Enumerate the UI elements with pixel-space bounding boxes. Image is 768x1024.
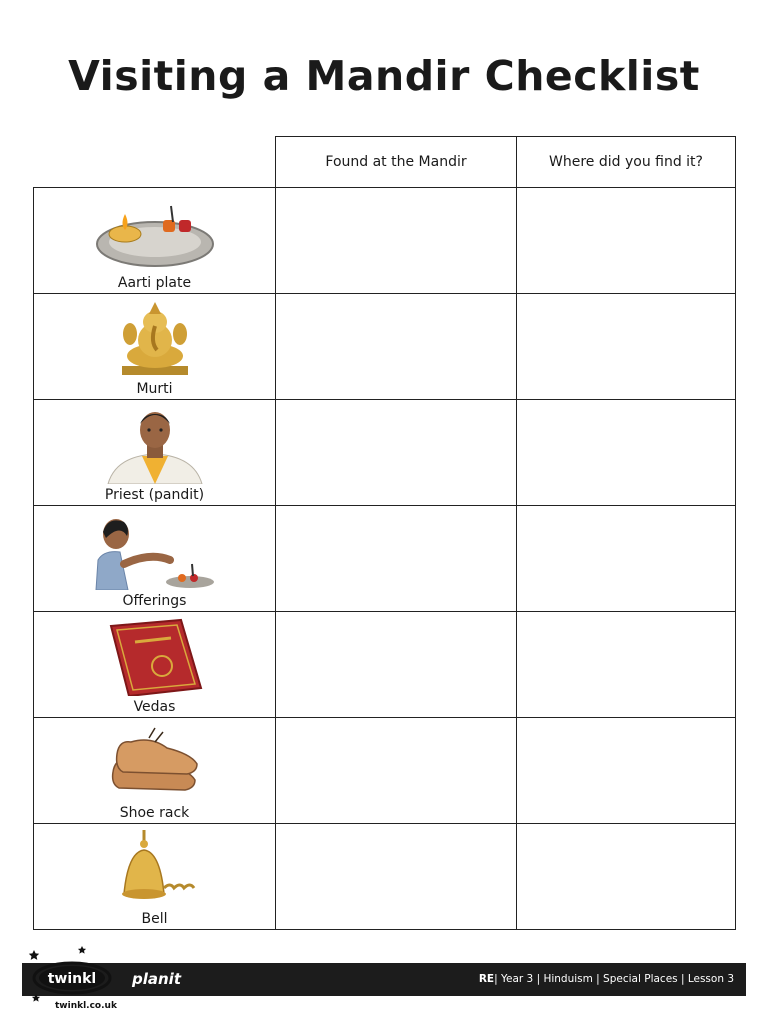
subject-label: RE [478, 973, 495, 985]
footer-bar [22, 963, 746, 996]
where-cell[interactable] [517, 188, 736, 294]
found-cell[interactable] [276, 506, 517, 612]
star-icon [32, 994, 40, 1002]
table-row [34, 294, 736, 400]
header-row [34, 137, 736, 188]
where-cell[interactable] [517, 824, 736, 930]
table-row [34, 506, 736, 612]
item-cell [34, 824, 276, 930]
header-found: Found at the Mandir [276, 137, 517, 188]
item-cell [34, 506, 276, 612]
found-cell[interactable] [276, 824, 517, 930]
table-row [34, 612, 736, 718]
item-cell [34, 718, 276, 824]
item-label: Vedas [133, 699, 176, 715]
star-icon [78, 946, 86, 954]
found-cell[interactable] [276, 188, 517, 294]
item-label: Shoe rack [119, 805, 190, 821]
item-label: Aarti plate [117, 275, 192, 291]
murti-icon [110, 300, 200, 378]
offerings-icon [94, 512, 216, 590]
found-cell[interactable] [276, 294, 517, 400]
item-cell [34, 188, 276, 294]
item-label: Priest (pandit) [104, 487, 205, 503]
table-row [34, 824, 736, 930]
table-row [34, 718, 736, 824]
where-cell[interactable] [517, 718, 736, 824]
lesson-breadcrumb [479, 973, 734, 985]
item-label: Offerings [122, 593, 187, 609]
star-icon [29, 950, 39, 960]
where-cell[interactable] [517, 506, 736, 612]
found-cell[interactable] [276, 612, 517, 718]
header-blank [34, 137, 276, 188]
vedas-book-icon [105, 618, 205, 696]
twinkl-logo [26, 946, 118, 1008]
item-cell [34, 612, 276, 718]
shoes-icon [109, 724, 201, 802]
table-row [34, 188, 736, 294]
lesson-path: | Year 3 | Hinduism | Special Places | Lesson 3 [494, 973, 734, 985]
item-cell [34, 294, 276, 400]
page-title: Visiting a Mandir Checklist [68, 52, 700, 100]
item-label: Bell [141, 911, 168, 927]
planit-brand: planit [132, 970, 181, 988]
found-cell[interactable] [276, 718, 517, 824]
checklist-table [33, 136, 736, 930]
item-label: Murti [136, 381, 173, 397]
table-row [34, 400, 736, 506]
site-url: twinkl.co.uk [55, 1001, 117, 1011]
bell-icon [110, 830, 200, 908]
logo-text: twinkl [47, 971, 97, 987]
found-cell[interactable] [276, 400, 517, 506]
where-cell[interactable] [517, 612, 736, 718]
where-cell[interactable] [517, 294, 736, 400]
where-cell[interactable] [517, 400, 736, 506]
header-where: Where did you find it? [517, 137, 736, 188]
item-cell [34, 400, 276, 506]
aarti-plate-icon [93, 194, 217, 274]
priest-icon [100, 406, 210, 484]
